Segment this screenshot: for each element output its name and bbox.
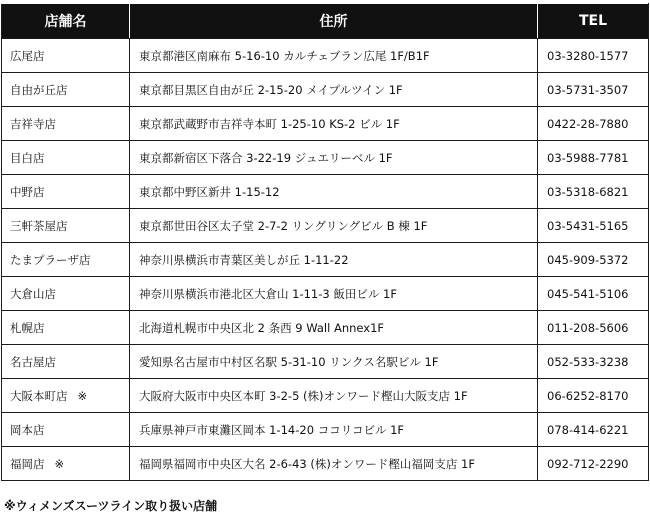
store-name: 大阪本町店	[10, 388, 68, 403]
header-store-name: 店舗名	[2, 4, 130, 39]
header-tel: TEL	[538, 4, 649, 39]
store-tel: 03-3280-1577	[538, 39, 649, 73]
store-address: 兵庫県神戸市東灘区岡本 1-14-20 ココリコビル 1F	[130, 413, 538, 447]
table-row	[2, 277, 649, 311]
table-row	[2, 141, 649, 175]
store-name: 吉祥寺店	[10, 116, 56, 131]
table-row	[2, 311, 649, 345]
store-name-cell	[2, 379, 130, 413]
store-name-cell	[2, 277, 130, 311]
store-name: たまプラーザ店	[10, 252, 91, 267]
store-address: 東京都武蔵野市吉祥寺本町 1-25-10 KS-2 ビル 1F	[130, 107, 538, 141]
store-tel: 078-414-6221	[538, 413, 649, 447]
store-address: 福岡県福岡市中央区大名 2-6-43 (株)オンワード樫山福岡支店 1F	[130, 447, 538, 481]
store-tel: 03-5731-3507	[538, 73, 649, 107]
store-tel: 03-5988-7781	[538, 141, 649, 175]
table-row	[2, 345, 649, 379]
table-row	[2, 209, 649, 243]
store-tel: 092-712-2290	[538, 447, 649, 481]
table-row	[2, 447, 649, 481]
store-name-cell	[2, 345, 130, 379]
store-name: 大倉山店	[10, 286, 56, 301]
store-tel: 0422-28-7880	[538, 107, 649, 141]
header-address: 住所	[130, 4, 538, 39]
store-name-cell	[2, 141, 130, 175]
table-row	[2, 243, 649, 277]
store-tel: 045-909-5372	[538, 243, 649, 277]
store-address: 東京都新宿区下落合 3-22-19 ジュエリーベル 1F	[130, 141, 538, 175]
store-name: 福岡店	[10, 456, 45, 471]
store-tel: 052-533-3238	[538, 345, 649, 379]
store-name-cell	[2, 209, 130, 243]
store-address: 北海道札幌市中央区北 2 条西 9 Wall Annex1F	[130, 311, 538, 345]
store-name-cell	[2, 447, 130, 481]
store-address: 東京都港区南麻布 5-16-10 カルチェブラン広尾 1F/B1F	[130, 39, 538, 73]
store-name-cell	[2, 243, 130, 277]
store-address: 神奈川県横浜市港北区大倉山 1-11-3 飯田ビル 1F	[130, 277, 538, 311]
store-address: 大阪府大阪市中央区本町 3-2-5 (株)オンワード樫山大阪支店 1F	[130, 379, 538, 413]
store-name: 名古屋店	[10, 354, 56, 369]
womens-suit-note-mark: ※	[77, 388, 88, 403]
table-row	[2, 379, 649, 413]
store-tel: 011-208-5606	[538, 311, 649, 345]
table-row	[2, 39, 649, 73]
store-tel: 045-541-5106	[538, 277, 649, 311]
womens-suit-note-mark: ※	[54, 456, 65, 471]
store-name: 三軒茶屋店	[10, 218, 68, 233]
store-name-cell	[2, 413, 130, 447]
store-address: 神奈川県横浜市青葉区美しが丘 1-11-22	[130, 243, 538, 277]
store-name: 自由が丘店	[10, 82, 68, 97]
store-name-cell	[2, 175, 130, 209]
store-table-body	[2, 39, 649, 481]
table-row	[2, 175, 649, 209]
store-tel: 06-6252-8170	[538, 379, 649, 413]
store-address: 東京都中野区新井 1-15-12	[130, 175, 538, 209]
table-row	[2, 73, 649, 107]
table-header-row	[2, 4, 649, 39]
store-address: 愛知県名古屋市中村区名駅 5-31-10 リンクス名駅ビル 1F	[130, 345, 538, 379]
store-name: 中野店	[10, 184, 45, 199]
store-name-cell	[2, 73, 130, 107]
store-name: 目白店	[10, 150, 45, 165]
store-name: 岡本店	[10, 422, 45, 437]
store-address: 東京都世田谷区太子堂 2-7-2 リングリングビル B 棟 1F	[130, 209, 538, 243]
store-name-cell	[2, 311, 130, 345]
store-name: 広尾店	[10, 48, 45, 63]
store-name-cell	[2, 39, 130, 73]
store-tel: 03-5318-6821	[538, 175, 649, 209]
store-address: 東京都目黒区自由が丘 2-15-20 メイプルツイン 1F	[130, 73, 538, 107]
table-row	[2, 413, 649, 447]
footnote: ※ウィメンズスーツライン取り扱い店舗	[4, 499, 218, 513]
store-table	[1, 3, 649, 481]
store-name-cell	[2, 107, 130, 141]
table-row	[2, 107, 649, 141]
store-name: 札幌店	[10, 320, 45, 335]
store-tel: 03-5431-5165	[538, 209, 649, 243]
